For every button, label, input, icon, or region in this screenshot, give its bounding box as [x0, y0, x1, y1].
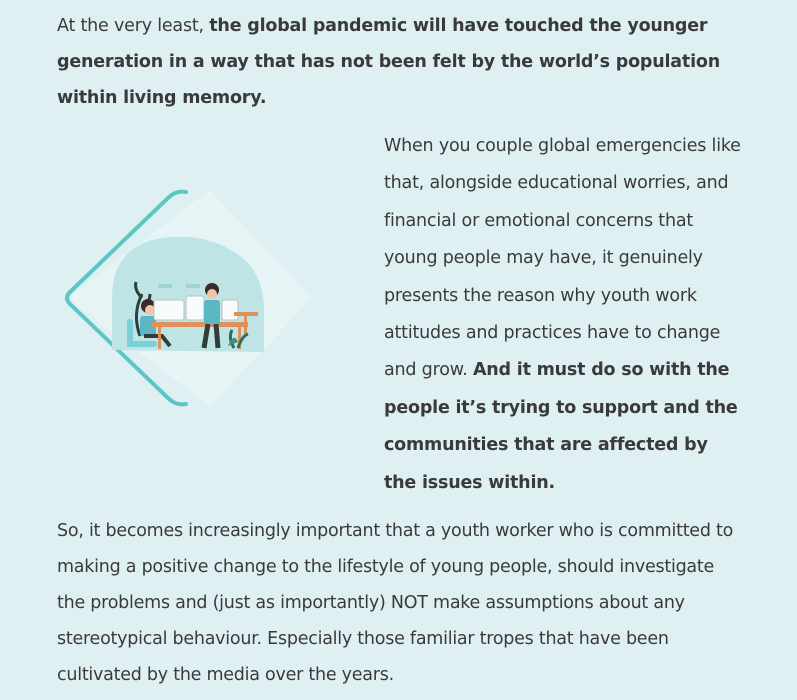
couple-paragraph	[384, 128, 744, 502]
youth-worker-text: So, it becomes increasingly important that a youth worker who is committed to making a positive change to the lifestyle of young people, should investigate the problems and (just as importantly) NOT make assumptions about any stereotypical behaviour. Especially those familiar tropes that have been cultivated by the media over the years.	[57, 521, 734, 685]
intro-paragraph	[57, 8, 757, 116]
couple-text: When you couple global emergencies like that, alongside educational worries, and financial or emotional concerns that young people may have, it genuinely presents the reason why youth work attitudes and practices have to change and grow.	[384, 136, 741, 381]
youth-worker-paragraph	[57, 513, 747, 693]
intro-bold-text: the global pandemic will have touched the younger generation in a way that has not been felt by the world’s population within living memory.	[57, 16, 720, 108]
intro-text: At the very least,	[57, 16, 210, 36]
couple-bold-text: And it must do so with the people it’s trying to support and the communities that are affected by the issues within.	[384, 360, 738, 493]
office-workers-icon	[58, 186, 318, 412]
office-workers-illustration	[58, 186, 318, 412]
